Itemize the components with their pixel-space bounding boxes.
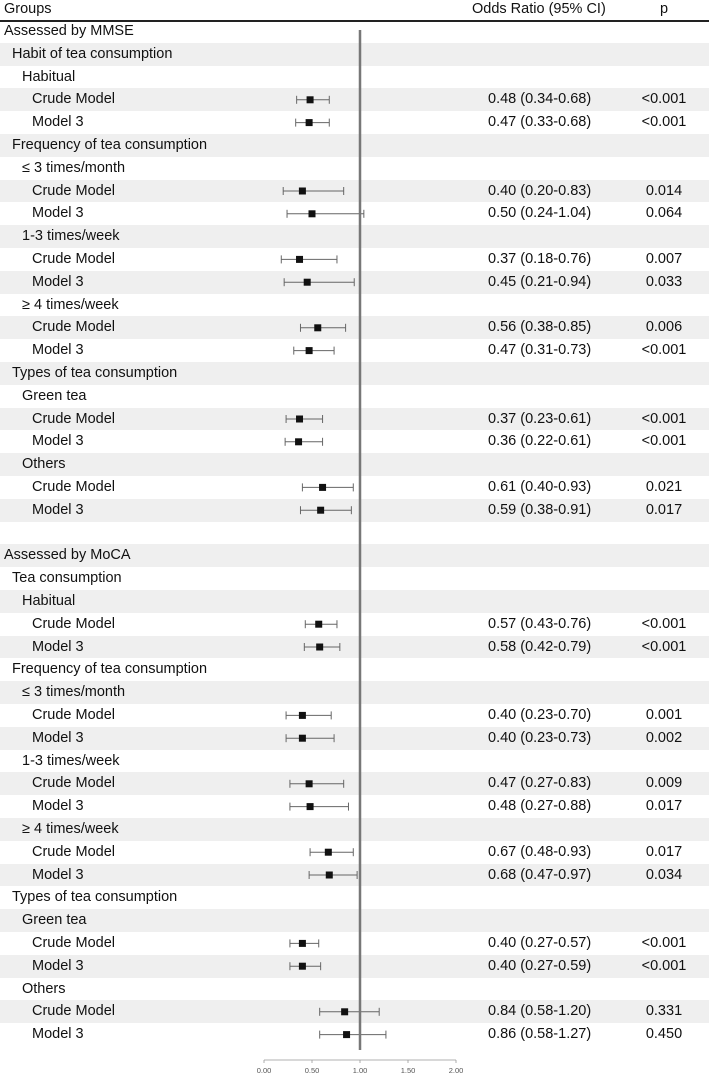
row-label: Habit of tea consumption	[12, 45, 173, 62]
row-label: Habitual	[22, 68, 76, 85]
ci-mark	[284, 278, 354, 286]
point-estimate	[299, 735, 306, 742]
odds-ratio-value: 0.47 (0.33-0.68)	[488, 114, 592, 131]
p-value: 0.021	[645, 479, 683, 495]
point-estimate	[295, 438, 302, 445]
row-label: Model 3	[32, 205, 84, 222]
ci-mark	[294, 347, 334, 355]
x-tick-label: 1.00	[352, 1066, 368, 1074]
ci-mark	[296, 119, 330, 127]
ci-mark	[297, 96, 330, 104]
odds-ratio-value: 0.40 (0.27-0.57)	[488, 935, 592, 951]
ci-mark	[310, 848, 353, 856]
row-label: Crude Model	[32, 251, 116, 267]
point-estimate	[325, 849, 332, 856]
odds-ratio-value: 0.48 (0.34-0.68)	[488, 91, 592, 108]
ci-mark	[290, 939, 319, 947]
ci-mark	[290, 962, 321, 970]
row-label: Frequency of tea consumption	[12, 661, 208, 678]
odds-ratio-value: 0.37 (0.23-0.61)	[488, 410, 592, 427]
ci-mark	[290, 780, 344, 788]
row-label: Crude Model	[32, 775, 116, 792]
ci-mark	[320, 1031, 386, 1039]
odds-ratio-value: 0.45 (0.21-0.94)	[488, 273, 592, 290]
row-label: ≥ 4 times/week	[22, 821, 119, 837]
p-value: 0.017	[645, 501, 683, 518]
row-label: Crude Model	[32, 410, 116, 427]
ci-mark	[300, 506, 351, 514]
row-label: Crude Model	[32, 319, 116, 336]
ci-mark	[302, 483, 353, 491]
p-value: 0.064	[645, 205, 683, 222]
odds-ratio-value: 0.61 (0.40-0.93)	[488, 479, 592, 495]
p-value: 0.006	[645, 319, 683, 336]
row-label: Crude Model	[32, 615, 116, 632]
groups-header: Groups	[4, 1, 52, 17]
p-value: <0.001	[641, 957, 687, 974]
odds-ratio-value: 0.40 (0.23-0.70)	[488, 707, 592, 723]
odds-ratio-value: 0.37 (0.18-0.76)	[488, 251, 592, 267]
point-estimate	[314, 324, 321, 331]
ci-mark	[305, 620, 337, 628]
row-label: ≥ 4 times/week	[22, 296, 119, 313]
row-label: Model 3	[32, 638, 84, 655]
point-estimate	[299, 188, 306, 195]
odds-ratio-value: 0.40 (0.23-0.73)	[488, 729, 592, 746]
point-estimate	[317, 507, 324, 514]
point-estimate	[306, 119, 313, 126]
odds-ratio-value: 0.86 (0.58-1.27)	[488, 1026, 592, 1043]
point-estimate	[299, 940, 306, 947]
point-estimate	[341, 1008, 348, 1015]
row-label: Model 3	[32, 729, 84, 746]
p-value: 0.017	[645, 798, 683, 815]
p-value: <0.001	[641, 342, 687, 359]
row-label: Crude Model	[32, 707, 116, 723]
p-value: 0.331	[645, 1003, 683, 1020]
point-estimate	[326, 872, 333, 879]
p-value: <0.001	[641, 638, 687, 655]
point-estimate	[299, 712, 306, 719]
row-label: Crude Model	[32, 479, 116, 495]
ci-mark	[287, 210, 364, 218]
row-label: Others	[22, 980, 66, 997]
row-label: ≤ 3 times/month	[22, 159, 126, 176]
row-label: Model 3	[32, 342, 84, 359]
ci-mark	[304, 643, 340, 651]
row-label: Crude Model	[32, 1003, 116, 1020]
point-estimate	[299, 963, 306, 970]
row-label: Model 3	[32, 798, 84, 815]
point-estimate	[306, 780, 313, 787]
ci-mark	[281, 255, 337, 263]
odds-ratio-value: 0.59 (0.38-0.91)	[488, 501, 592, 518]
odds-ratio-value: 0.56 (0.38-0.85)	[488, 319, 592, 336]
x-tick-label: 0.00	[256, 1066, 272, 1074]
row-label: 1-3 times/week	[22, 228, 120, 245]
point-estimate	[319, 484, 326, 491]
row-label: Others	[22, 456, 66, 473]
row-label: Assessed by MMSE	[4, 23, 134, 39]
row-label: ≤ 3 times/month	[22, 684, 126, 701]
p-value-header: p	[659, 1, 669, 17]
row-label: Frequency of tea consumption	[12, 137, 208, 153]
row-label: Tea consumption	[12, 570, 122, 587]
row-label: Model 3	[32, 433, 84, 450]
p-value: 0.001	[645, 707, 683, 723]
p-value: <0.001	[641, 615, 687, 632]
row-label: Habitual	[22, 593, 76, 609]
odds-ratio-header: Odds Ratio (95% CI)	[472, 1, 606, 17]
odds-ratio-value: 0.40 (0.27-0.59)	[488, 957, 592, 974]
point-estimate	[296, 416, 303, 423]
point-estimate	[309, 210, 316, 217]
ci-mark	[286, 711, 331, 719]
ci-mark	[285, 438, 322, 446]
point-estimate	[307, 96, 314, 103]
p-value: 0.034	[645, 866, 683, 883]
ci-mark	[283, 187, 343, 195]
ci-mark	[300, 324, 345, 332]
p-value: 0.014	[645, 182, 683, 199]
odds-ratio-value: 0.68 (0.47-0.97)	[488, 866, 592, 883]
row-label: Model 3	[32, 273, 84, 290]
odds-ratio-value: 0.67 (0.48-0.93)	[488, 843, 592, 860]
p-value: 0.002	[645, 729, 683, 746]
ci-mark	[286, 734, 334, 742]
point-estimate	[343, 1031, 350, 1038]
x-tick-label: 1.50	[400, 1066, 416, 1074]
p-value: <0.001	[641, 410, 687, 427]
row-label: Crude Model	[32, 843, 116, 860]
p-value: 0.017	[645, 843, 683, 860]
odds-ratio-value: 0.57 (0.43-0.76)	[488, 615, 592, 632]
row-label: Model 3	[32, 866, 84, 883]
odds-ratio-value: 0.48 (0.27-0.88)	[488, 798, 592, 815]
row-label: Crude Model	[32, 935, 116, 951]
p-value: 0.007	[645, 251, 683, 267]
point-estimate	[315, 621, 322, 628]
ci-mark	[290, 803, 349, 811]
point-estimate	[307, 803, 314, 810]
row-label: Crude Model	[32, 91, 116, 108]
p-value: <0.001	[641, 935, 687, 951]
row-label: Model 3	[32, 501, 84, 518]
point-estimate	[296, 256, 303, 263]
ci-mark	[286, 415, 322, 423]
row-label: 1-3 times/week	[22, 752, 120, 769]
row-label: Model 3	[32, 114, 84, 131]
odds-ratio-value: 0.40 (0.20-0.83)	[488, 182, 592, 199]
x-tick-label: 2.00	[448, 1066, 464, 1074]
p-value: 0.033	[645, 273, 683, 290]
ci-mark	[309, 871, 357, 879]
p-value: <0.001	[641, 433, 687, 450]
odds-ratio-value: 0.47 (0.31-0.73)	[488, 342, 592, 359]
row-label: Model 3	[32, 957, 84, 974]
odds-ratio-value: 0.50 (0.24-1.04)	[488, 205, 592, 222]
point-estimate	[316, 644, 323, 651]
odds-ratio-value: 0.84 (0.58-1.20)	[488, 1003, 592, 1020]
ci-mark	[320, 1008, 380, 1016]
p-value: <0.001	[641, 91, 687, 108]
row-label: Assessed by MoCA	[4, 547, 131, 564]
row-label: Types of tea consumption	[12, 365, 178, 381]
odds-ratio-value: 0.47 (0.27-0.83)	[488, 775, 592, 792]
odds-ratio-value: 0.36 (0.22-0.61)	[488, 433, 592, 450]
p-value: <0.001	[641, 114, 687, 131]
row-label: Types of tea consumption	[12, 889, 178, 906]
row-label: Green tea	[22, 387, 87, 404]
point-estimate	[306, 347, 313, 354]
row-label: Green tea	[22, 912, 87, 929]
odds-ratio-value: 0.58 (0.42-0.79)	[488, 638, 592, 655]
x-tick-label: 0.50	[304, 1066, 320, 1074]
point-estimate	[304, 279, 311, 286]
p-value: 0.450	[645, 1026, 683, 1043]
row-label: Model 3	[32, 1026, 84, 1043]
row-label: Crude Model	[32, 182, 116, 199]
p-value: 0.009	[645, 775, 683, 792]
